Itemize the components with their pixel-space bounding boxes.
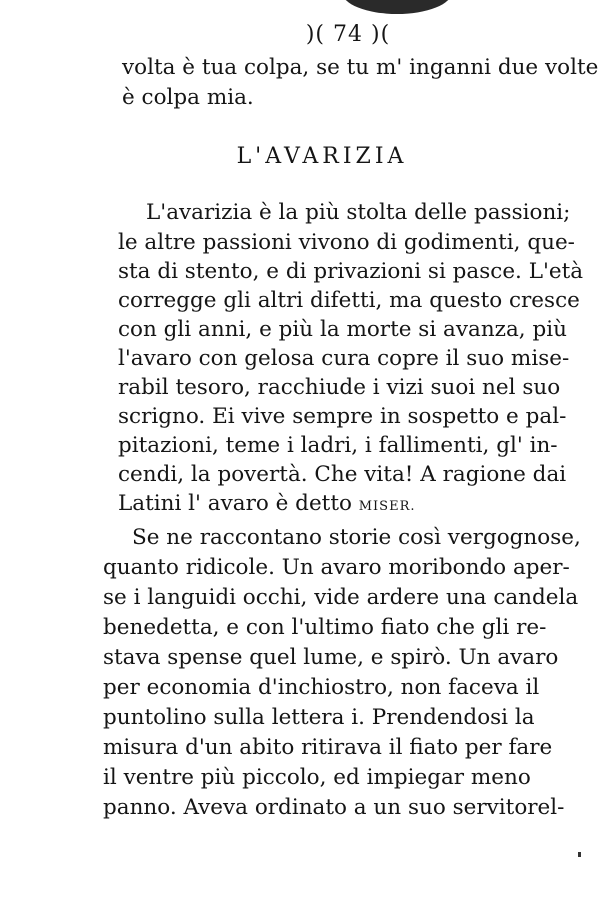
paragraph-line: l'avaro con gelosa cura copre il suo mise- [118,346,570,371]
paragraph-line: quanto ridicole. Un avaro moribondo aper- [103,555,570,580]
paragraph-line: se i languidi occhi, vide ardere una candela [103,585,579,610]
paragraph-line: panno. Aveva ordinato a un suo servitorel- [103,795,565,820]
paragraph-text: Latini l' avaro è detto [118,491,359,516]
paragraph-line: puntolino sulla lettera i. Prendendosi la [103,705,535,730]
paragraph-line: L'avarizia è la più stolta delle passioni; [146,200,571,225]
paragraph-line: le altre passioni vivono di godimenti, que- [118,230,575,255]
paragraph-line: il ventre più piccolo, ed impiegar meno [103,765,531,790]
paragraph-line: con gli anni, e più la morte si avanza, più [118,317,567,342]
paragraph-line: rabil tesoro, racchiude i vizi suoi nel suo [118,375,561,400]
paragraph-line: benedetta, e con l'ultimo fiato che gli re- [103,615,547,640]
paragraph-line: Se ne raccontano storie così vergognose, [132,525,581,550]
paragraph-line: corregge gli altri difetti, ma questo cresce [118,288,580,313]
paragraph-line: cendi, la povertà. Che vita! A ragione dai [118,462,567,487]
speck [578,852,581,857]
paragraph-line: pitazioni, teme i ladri, i fallimenti, gl' in- [118,433,558,458]
paragraph-line: per economia d'inchiostro, non faceva il [103,675,540,700]
page-number: )( 74 )( [305,22,391,47]
carryover-line: volta è tua colpa, se tu m' inganni due volte [122,55,599,80]
paragraph-line: misura d'un abito ritirava il fiato per fare [103,735,553,760]
paragraph-line: stava spense quel lume, e spirò. Un avaro [103,645,559,670]
smallcaps-word: MISER. [358,499,416,514]
ink-blot [342,0,452,14]
section-title: L'AVARIZIA [236,144,408,169]
paragraph-line: sta di stento, e di privazioni si pasce. L'età [118,259,584,284]
paragraph-line-last [118,489,416,522]
paragraph-line: scrigno. Ei vive sempre in sospetto e pal- [118,404,567,429]
carryover-line: è colpa mia. [122,85,254,110]
